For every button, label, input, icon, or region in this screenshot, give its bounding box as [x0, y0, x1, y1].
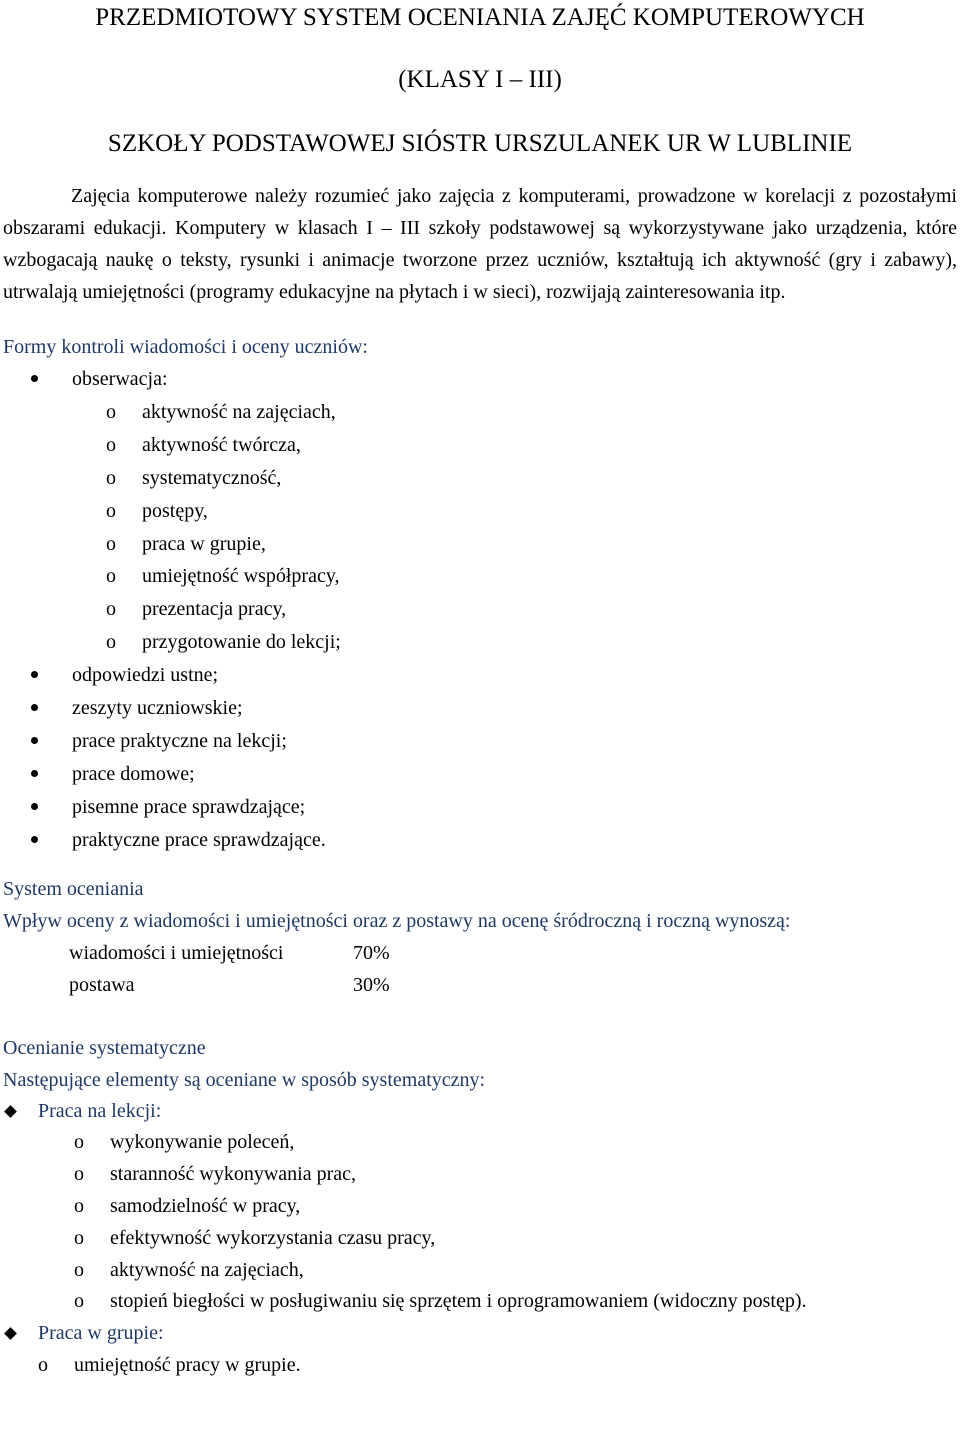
- circle-marker-icon: o: [106, 433, 116, 456]
- list-item: [3, 725, 957, 758]
- diamond-bullet-icon: [4, 1327, 17, 1340]
- list-item-label: umiejętność współpracy,: [142, 565, 340, 588]
- list-item-label: praca w grupie,: [142, 532, 266, 555]
- list-item-label: pisemne prace sprawdzające;: [72, 795, 306, 818]
- list-item-label: umiejętność pracy w grupie.: [74, 1353, 301, 1376]
- list-item: [3, 495, 957, 528]
- list-item-label: prace praktyczne na lekcji;: [72, 729, 287, 752]
- weight-label: wiadomości i umiejętności: [69, 941, 284, 964]
- title-line-1: PRZEDMIOTOWY SYSTEM OCENIANIA ZAJĘĆ KOMPUTEROWYCH: [95, 4, 865, 31]
- list-item-obserwacja: [3, 363, 957, 396]
- list-item: [3, 692, 957, 725]
- list-item-label: aktywność na zajęciach,: [110, 1258, 304, 1281]
- bullet-icon: [31, 836, 38, 843]
- list-item: [3, 1350, 957, 1382]
- weight-row: [3, 937, 957, 969]
- circle-marker-icon: o: [106, 466, 116, 489]
- list-item-label: efektywność wykorzystania czasu pracy,: [110, 1226, 436, 1249]
- title-line-2: (KLASY I – III): [398, 66, 562, 93]
- list-item: [3, 1127, 957, 1159]
- list-item: [3, 1223, 957, 1255]
- list-item: [3, 1255, 957, 1287]
- list-item-label: postępy,: [142, 499, 208, 522]
- list-item-label: prezentacja pracy,: [142, 598, 287, 621]
- list-item: [3, 462, 957, 495]
- list-item-label: prace domowe;: [72, 762, 195, 785]
- circle-marker-icon: o: [106, 499, 116, 522]
- list-item-label: przygotowanie do lekcji;: [142, 631, 341, 654]
- circle-marker-icon: o: [74, 1131, 84, 1154]
- circle-marker-icon: o: [106, 532, 116, 555]
- list-item-label: systematyczność,: [142, 466, 282, 489]
- bullet-icon: [31, 671, 38, 678]
- list-item-label: staranność wykonywania prac,: [110, 1163, 357, 1186]
- list-item-label: odpowiedzi ustne;: [72, 664, 219, 687]
- circle-marker-icon: o: [74, 1290, 84, 1313]
- circle-marker-icon: o: [74, 1194, 84, 1217]
- intro-paragraph: [3, 180, 957, 308]
- weight-value: 30%: [353, 973, 390, 996]
- system-heading: System oceniania: [3, 877, 144, 900]
- list-item: [3, 1159, 957, 1191]
- group-label: Praca na lekcji:: [38, 1099, 162, 1122]
- title-line-3: SZKOŁY PODSTAWOWEJ SIÓSTR URSZULANEK UR W LUBLINIE: [107, 130, 853, 157]
- list-item: [3, 1286, 957, 1318]
- circle-marker-icon: o: [106, 598, 116, 621]
- circle-marker-icon: o: [106, 631, 116, 654]
- group-item-praca-w-grupie: [3, 1318, 957, 1350]
- list-item-label: aktywność na zajęciach,: [142, 400, 336, 423]
- list-item-label: praktyczne prace sprawdzające.: [72, 828, 326, 851]
- circle-marker-icon: o: [106, 565, 116, 588]
- circle-marker-icon: o: [74, 1226, 84, 1249]
- list-item-label: stopień biegłości w posługiwaniu się sprzętem i oprogramowaniem (widoczny postęp).: [110, 1290, 807, 1313]
- systematyczne-text: Następujące elementy są oceniane w sposób systematyczny:: [3, 1068, 486, 1091]
- list-item-label: zeszyty uczniowskie;: [72, 697, 243, 720]
- list-item: [3, 528, 957, 561]
- group-item-praca-na-lekcji: [3, 1096, 957, 1128]
- group-list-lekcja: [3, 1096, 957, 1319]
- formy-list-continued: [3, 659, 957, 856]
- systematyczne-heading: Ocenianie systematyczne: [3, 1036, 206, 1059]
- intro-text: Zajęcia komputerowe należy rozumieć jako zajęcia z komputerami, prowadzone w korelacji z pozostałymi obszarami edukacji. Komputery w klasach I – III szkoły podstawowej są wykorzystywane jako urządzenia, które wzbogacają naukę o teksty, rysunki i animacje tworzone przez uczniów, kształtują ich aktywność (gry i zabawy), utrwalają umiejętności (programy edukacyjne na płytach i w sieci), rozwijają zainteresowania itp.: [3, 185, 957, 303]
- list-item: [3, 758, 957, 791]
- list-item: [3, 659, 957, 692]
- bullet-icon: [31, 737, 38, 744]
- bullet-icon: [31, 770, 38, 777]
- list-item: [3, 560, 957, 593]
- formy-heading: Formy kontroli wiadomości i oceny uczniów:: [3, 336, 368, 358]
- group-list-grupa: [3, 1318, 957, 1382]
- diamond-bullet-icon: [4, 1105, 17, 1118]
- list-item: [3, 429, 957, 462]
- list-item-label: wykonywanie poleceń,: [110, 1131, 295, 1154]
- list-item-label: aktywność twórcza,: [142, 433, 301, 456]
- list-item: [3, 626, 957, 659]
- circle-marker-icon: o: [74, 1163, 84, 1186]
- circle-marker-icon: o: [106, 400, 116, 423]
- obserwacja-sublist: [3, 396, 957, 659]
- weight-row: [3, 969, 957, 1001]
- system-text: Wpływ oceny z wiadomości i umiejętności oraz z postawy na ocenę śródroczną i roczną wynoszą:: [3, 909, 791, 932]
- list-item-label: samodzielność w pracy,: [110, 1194, 301, 1217]
- bullet-icon: [31, 803, 38, 810]
- circle-marker-icon: o: [74, 1258, 84, 1281]
- weight-value: 70%: [353, 941, 390, 964]
- list-item: [3, 791, 957, 824]
- group-label: Praca w grupie:: [38, 1322, 164, 1345]
- list-item: [3, 396, 957, 429]
- weight-label: postawa: [69, 973, 135, 996]
- list-item: [3, 824, 957, 857]
- formy-list: [3, 363, 957, 396]
- bullet-icon: [31, 704, 38, 711]
- circle-marker-icon: o: [38, 1353, 48, 1376]
- bullet-icon: [31, 375, 38, 382]
- list-item: [3, 593, 957, 626]
- list-item-label: obserwacja:: [72, 368, 168, 390]
- list-item: [3, 1191, 957, 1223]
- document-page: [3, 0, 957, 1382]
